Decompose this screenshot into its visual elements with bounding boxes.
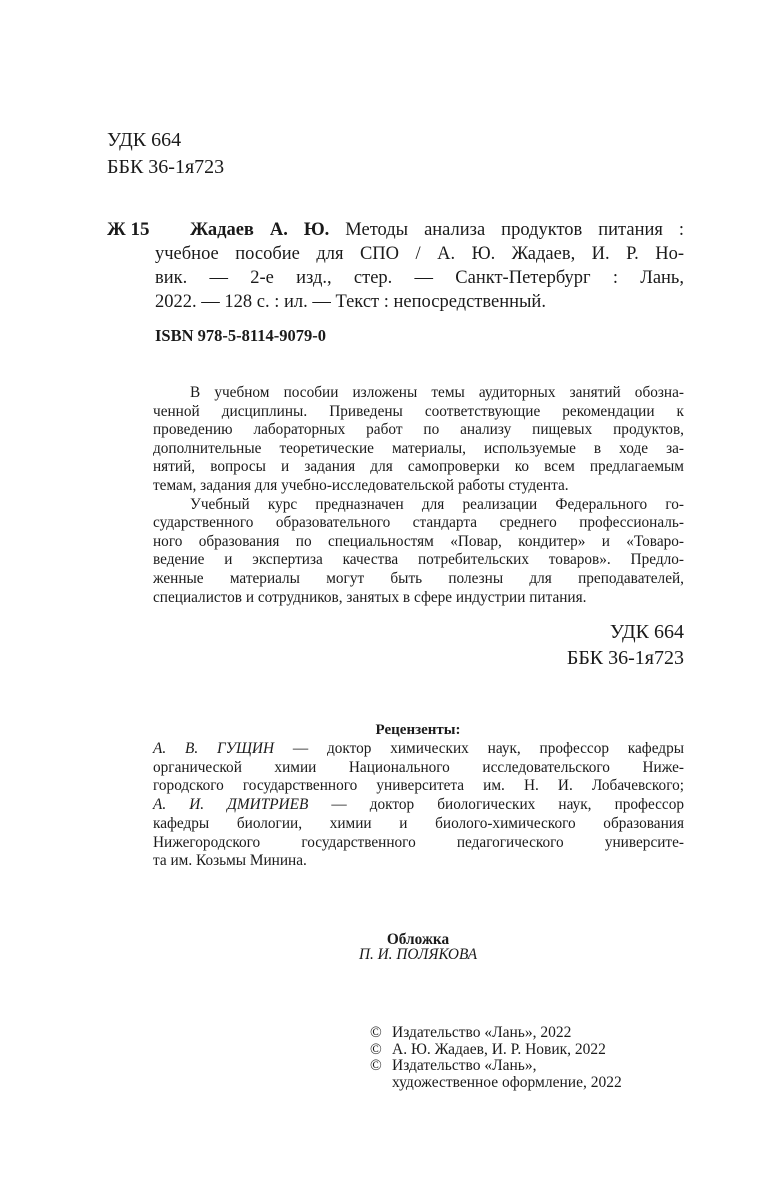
bib-line-1 xyxy=(190,218,684,242)
reviewer-2-name: А. И. ДМИТРИЕВ xyxy=(153,796,309,814)
copyright-text: Издательство «Лань», xyxy=(392,1057,537,1075)
bib-line-3: вик. — 2-е изд., стер. — Санкт-Петербург : Лань, xyxy=(155,268,684,288)
reviewer-2-line xyxy=(153,796,684,815)
bottom-bbk: ББК 36-1я723 xyxy=(566,647,684,669)
copyright-item-continuation xyxy=(370,1075,622,1092)
author-mark: Ж 15 xyxy=(107,219,150,240)
bibliographic-entry xyxy=(155,218,684,314)
abstract-line: женные материалы могут быть полезны для преподавателей, xyxy=(153,569,684,587)
cover-title: Обложка xyxy=(386,931,450,948)
reviewer-2-desc: — доктор биологических наук, профессор xyxy=(308,796,685,814)
bottom-udk: УДК 664 xyxy=(609,621,684,643)
abstract xyxy=(153,384,684,607)
abstract-line: специалистов и сотрудников, занятых в сфере индустрии питания. xyxy=(153,588,587,606)
reviewer-2-line: Нижегородского государственного педагогического университе- xyxy=(153,833,684,851)
abstract-line: дополнительные теоретические материалы, используемые в ходе за- xyxy=(153,439,684,457)
reviewer-1-line: органической химии Национального исследовательского Ниже- xyxy=(153,758,684,776)
copyright-icon: © xyxy=(370,1057,382,1075)
copyright-item xyxy=(370,1058,622,1075)
top-bbk: ББК 36-1я723 xyxy=(107,156,225,178)
top-udk: УДК 664 xyxy=(107,129,182,151)
isbn: ISBN 978-5-8114-9079-0 xyxy=(155,326,326,345)
copyright-text: Издательство «Лань», 2022 xyxy=(392,1024,572,1041)
copyright-block xyxy=(370,1025,622,1092)
abstract-line: проведению лабораторных работ по анализу пищевых продуктов, xyxy=(153,421,684,439)
author-name: Жадаев А. Ю. xyxy=(190,220,330,240)
abstract-line: нятий, вопросы и задания для самопроверки ко всем предлагаемым xyxy=(153,458,684,476)
reviewer-1-name: А. В. ГУЩИН xyxy=(153,740,275,757)
reviewer-1-desc: — доктор химических наук, профессор кафедры xyxy=(274,740,685,757)
abstract-line: темам, задания для учебно-исследовательской работы студента. xyxy=(153,476,569,494)
copyright-icon: © xyxy=(370,1040,382,1058)
bib-line-2: учебное пособие для СПО / А. Ю. Жадаев, И. Р. Но- xyxy=(155,244,684,264)
abstract-line: В учебном пособии изложены темы аудиторных занятий обозна- xyxy=(190,384,684,401)
abstract-line: ного образования по специальностям «Повар, кондитер» и «Товаро- xyxy=(153,532,684,550)
copyright-item xyxy=(370,1025,622,1042)
reviewer-2-line: та им. Козьмы Минина. xyxy=(153,852,307,870)
reviewers-title: Рецензенты: xyxy=(375,722,461,738)
reviewers-list xyxy=(153,740,684,871)
reviewer-1-line: городского государственного университета им. Н. И. Лобачевского; xyxy=(153,777,684,795)
book-title: Методы анализа продуктов питания : xyxy=(329,220,685,240)
reviewer-2-line: кафедры биологии, химии и биолого-химического образования xyxy=(153,814,684,832)
abstract-line: ведение и экспертиза качества потребительских товаров». Предло- xyxy=(153,551,684,569)
copyright-text: художественное оформление, 2022 xyxy=(392,1074,622,1092)
reviewer-1-line xyxy=(153,740,684,759)
abstract-line: сударственного образовательного стандарта среднего профессиональ- xyxy=(153,514,684,532)
abstract-line: ченной дисциплины. Приведены соответствующие рекомендации к xyxy=(153,402,684,420)
copyright-text: А. Ю. Жадаев, И. Р. Новик, 2022 xyxy=(392,1040,606,1058)
bib-line-4: 2022. — 128 с. : ил. — Текст : непосредственный. xyxy=(155,292,546,312)
copyright-item xyxy=(370,1042,622,1059)
cover-designer: П. И. ПОЛЯКОВА xyxy=(358,946,478,963)
copyright-icon: © xyxy=(370,1024,382,1041)
abstract-line: Учебный курс предназначен для реализации Федерального го- xyxy=(190,495,684,513)
